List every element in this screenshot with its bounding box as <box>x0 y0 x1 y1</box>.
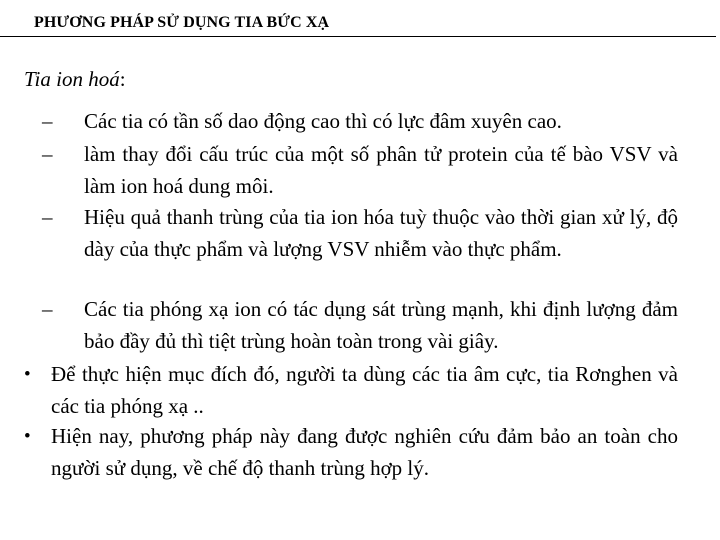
title-divider <box>0 36 716 37</box>
dash-marker: – <box>42 109 53 133</box>
dash-item: làm thay đổi cấu trúc của một số phân tử protein của tế bào VSV và làm ion hoá dung môi. <box>84 142 678 198</box>
section-heading <box>24 64 126 96</box>
dash-item: Hiệu quả thanh trùng của tia ion hóa tuỳ thuộc vào thời gian xử lý, độ dày của thực phẩm và lượng VSV nhiễm vào thực phẩm. <box>84 205 678 261</box>
slide-title: PHƯƠNG PHÁP SỬ DỤNG TIA BỨC XẠ <box>34 14 330 31</box>
dash-marker: – <box>42 297 53 321</box>
dash-item: Các tia phóng xạ ion có tác dụng sát trùng mạnh, khi định lượng đảm bảo đầy đủ thì tiệt trùng hoàn toàn trong vài giây. <box>84 297 678 353</box>
bullet-marker: • <box>24 364 31 385</box>
bullet-item: Để thực hiện mục đích đó, người ta dùng các tia âm cực, tia Rơnghen và các tia phóng xạ .. <box>51 362 678 418</box>
bullet-item: Hiện nay, phương pháp này đang được nghiên cứu đảm bảo an toàn cho người sử dụng, về chế độ thanh trùng hợp lý. <box>51 424 678 480</box>
dash-marker: – <box>42 142 53 166</box>
section-heading-text: Tia ion hoá <box>24 67 120 91</box>
dash-item: Các tia có tần số dao động cao thì có lực đâm xuyên cao. <box>84 109 562 133</box>
section-heading-colon: : <box>119 67 126 91</box>
dash-marker: – <box>42 205 53 229</box>
bullet-marker: • <box>24 426 31 447</box>
